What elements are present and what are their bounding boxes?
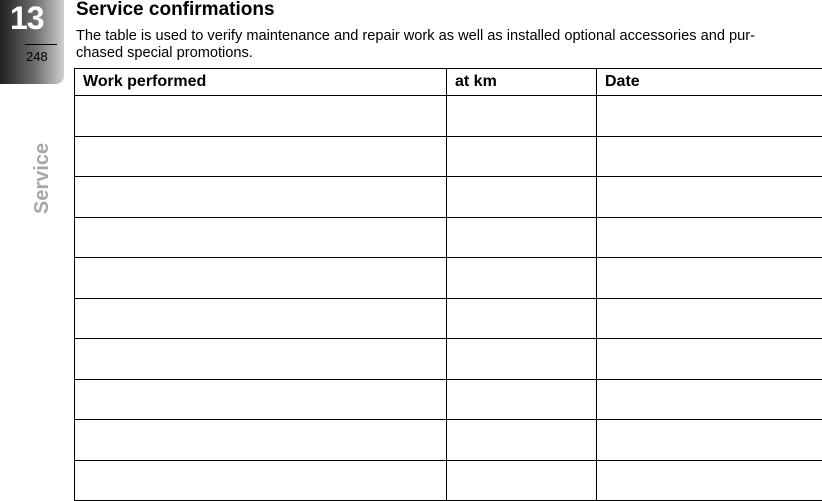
cell-date [597, 96, 822, 137]
cell-work-performed [75, 379, 447, 420]
table-row [75, 298, 822, 339]
chapter-tab [0, 0, 64, 84]
cell-work-performed [75, 420, 447, 461]
cell-at-km [447, 339, 597, 380]
cell-at-km [447, 258, 597, 299]
table-row [75, 217, 822, 258]
cell-work-performed [75, 298, 447, 339]
cell-work-performed [75, 258, 447, 299]
table-row [75, 460, 822, 501]
page-number: 248 [26, 49, 48, 64]
cell-date [597, 258, 822, 299]
cell-at-km [447, 96, 597, 137]
cell-at-km [447, 420, 597, 461]
chapter-side-label: Service [31, 142, 53, 214]
cell-at-km [447, 177, 597, 218]
cell-at-km [447, 136, 597, 177]
section-title: Service confirmations [76, 0, 275, 20]
cell-at-km [447, 217, 597, 258]
table-row [75, 258, 822, 299]
table-header-row [75, 69, 822, 96]
cell-work-performed [75, 96, 447, 137]
cell-work-performed [75, 217, 447, 258]
cell-date [597, 379, 822, 420]
cell-date [597, 460, 822, 501]
column-header-work-performed: Work performed [75, 69, 447, 96]
column-header-date: Date [597, 69, 822, 96]
table-row [75, 136, 822, 177]
table-row [75, 177, 822, 218]
cell-work-performed [75, 460, 447, 501]
cell-date [597, 298, 822, 339]
cell-date [597, 339, 822, 380]
service-confirmations-table [74, 68, 822, 501]
cell-at-km [447, 379, 597, 420]
cell-date [597, 136, 822, 177]
intro-line: The table is used to verify maintenance and repair work as well as installed optional accessories and pur- chased special promotions. [76, 28, 755, 61]
section-intro [76, 28, 816, 62]
table-body [75, 96, 822, 501]
table-row [75, 96, 822, 137]
cell-work-performed [75, 177, 447, 218]
table-row [75, 379, 822, 420]
cell-date [597, 177, 822, 218]
cell-work-performed [75, 339, 447, 380]
table-row [75, 420, 822, 461]
table-row [75, 339, 822, 380]
cell-at-km [447, 460, 597, 501]
chapter-divider [25, 44, 57, 45]
cell-at-km [447, 298, 597, 339]
column-header-at-km: at km [447, 69, 597, 96]
cell-date [597, 217, 822, 258]
cell-date [597, 420, 822, 461]
cell-work-performed [75, 136, 447, 177]
chapter-number: 13 [10, 0, 44, 36]
